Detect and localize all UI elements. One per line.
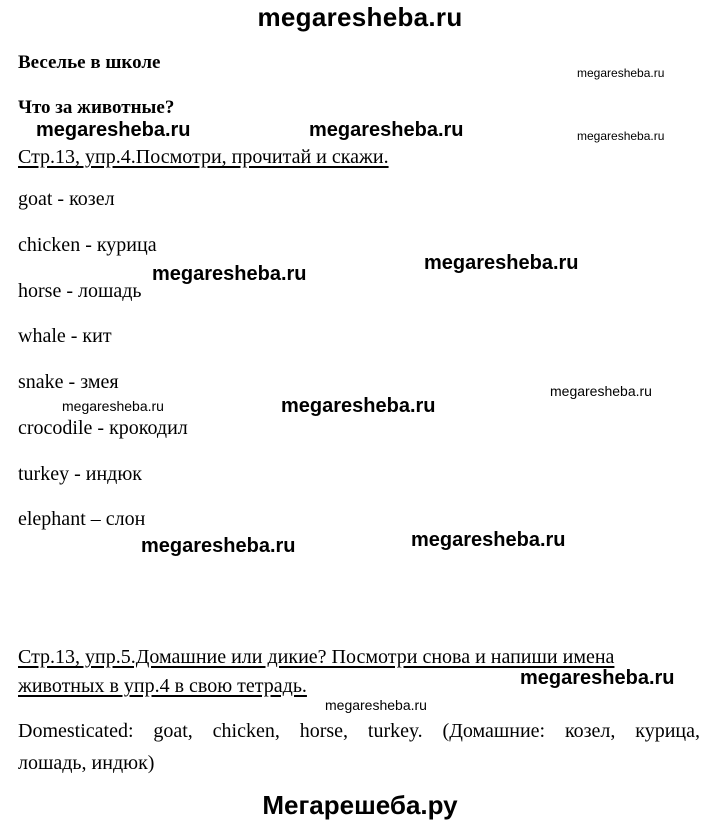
watermark: megaresheba.ru xyxy=(424,252,579,274)
watermark: megaresheba.ru xyxy=(411,529,566,551)
watermark: megaresheba.ru xyxy=(36,119,191,141)
watermark: megaresheba.ru xyxy=(520,667,675,689)
word-item: crocodile - крокодил xyxy=(18,417,188,439)
word-item: horse - лошадь xyxy=(18,280,142,302)
watermark: megaresheba.ru xyxy=(281,395,436,417)
word-item: snake - змея xyxy=(18,371,119,393)
word-item: goat - козел xyxy=(18,188,115,210)
watermark: megaresheba.ru xyxy=(62,398,164,414)
watermark: megaresheba.ru xyxy=(550,383,652,399)
word-item: whale - кит xyxy=(18,325,112,347)
word-item: turkey - индюк xyxy=(18,463,142,485)
exercise5-answer: Domesticated: goat, chicken, horse, turkey. (Домашние: козел, курица, лошадь, индюк) xyxy=(18,720,700,774)
watermark: megaresheba.ru xyxy=(152,263,307,285)
site-header: megaresheba.ru xyxy=(257,2,463,32)
word-item: elephant – слон xyxy=(18,508,146,530)
watermark: megaresheba.ru xyxy=(577,66,665,80)
watermark: megaresheba.ru xyxy=(309,119,464,141)
section-heading: Веселье в школе xyxy=(18,52,161,73)
site-footer: Мегарешеба.ру xyxy=(262,790,458,820)
topic-heading: Что за животные? xyxy=(18,97,175,118)
watermark: megaresheba.ru xyxy=(141,535,296,557)
watermark: megaresheba.ru xyxy=(577,129,665,143)
exercise5-title: Стр.13, упр.5.Домашние или дикие? Посмотри снова и напиши имена животных в упр.4 в свою тетрадь. xyxy=(18,646,615,697)
exercise4-title: Стр.13, упр.4.Посмотри, прочитай и скажи. xyxy=(18,146,389,168)
word-item: chicken - курица xyxy=(18,234,157,256)
watermark: megaresheba.ru xyxy=(325,697,427,713)
